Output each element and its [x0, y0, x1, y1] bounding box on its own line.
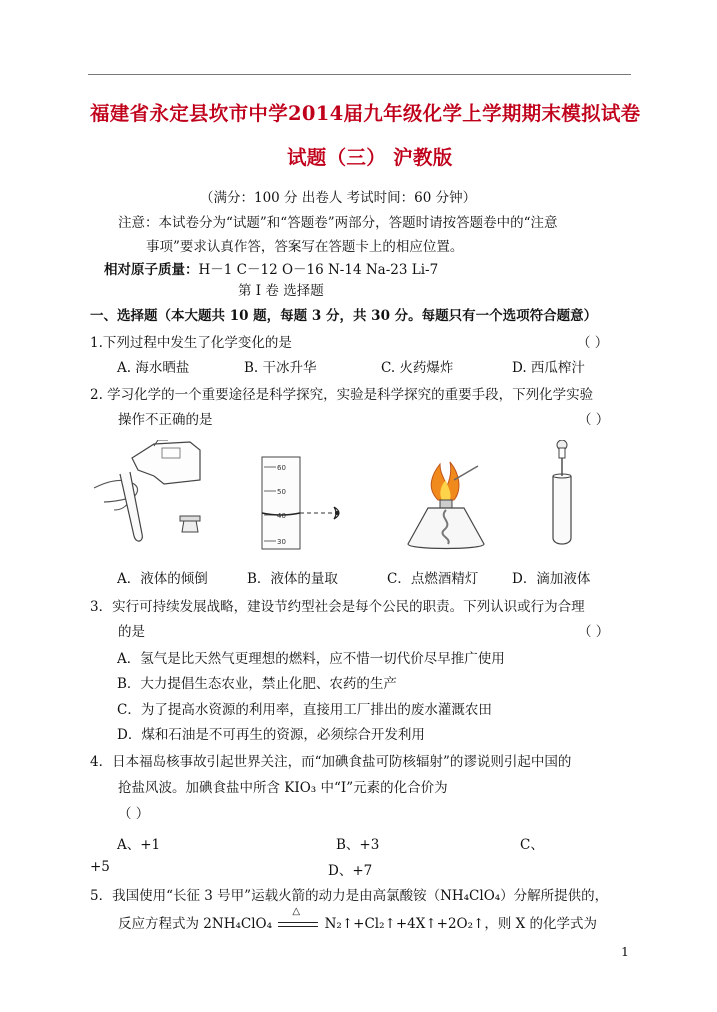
q1-option-b: B. 干冰升华: [244, 360, 317, 376]
atomic-mass-line: [104, 258, 438, 278]
reaction-arrow: [278, 905, 318, 932]
page-title-line1: 福建省永定县坎市中学2014届九年级化学上学期期末模拟试卷: [90, 102, 641, 125]
section-heading: 一、选择题（本大题共 10 题，每题 3 分，共 30 分。每题只有一个选项符合题意）: [90, 308, 598, 324]
volume-label: 第 I 卷 选择题: [238, 283, 324, 299]
q1-stem: 1.下列过程中发生了化学变化的是: [90, 335, 292, 351]
q4-option-b: B、+3: [336, 837, 380, 853]
q4-option-c: C、: [520, 837, 544, 853]
cylinder-tick-60: 60: [277, 464, 286, 472]
q1-option-a: A. 海水晒盐: [117, 360, 190, 376]
q4-option-d: D、+7: [328, 863, 373, 879]
dropper-tube-illustration: [535, 440, 605, 550]
cylinder-tick-50: 50: [277, 488, 286, 496]
atomic-mass-label: 相对原子质量：: [104, 262, 199, 278]
page-title-line2: 试题（三） 沪教版: [287, 146, 453, 169]
q4-stem-line2: 抢盐风波。加碘食盐中所含 KIO₃ 中“I”元素的化合价为: [118, 780, 448, 796]
page-number: 1: [621, 944, 629, 959]
q2-bracket: （ ）: [578, 412, 610, 428]
pouring-liquid-illustration: [92, 440, 222, 552]
score-line: （满分：100 分 出卷人 考试时间：60 分钟）: [200, 190, 477, 206]
q1-option-d: D. 西瓜榨汁: [512, 360, 585, 376]
q3-stem-line2: 的是: [118, 624, 145, 640]
q3-bracket: （ ）: [578, 624, 610, 640]
q5-equation-products: N₂↑+Cl₂↑+4X↑+2O₂↑，则 X 的化学式为: [324, 916, 598, 932]
q3-option-b: B．大力提倡生态农业，禁止化肥、农药的生产: [117, 676, 397, 692]
measuring-cylinder-illustration: [248, 455, 358, 550]
q1-bracket: （ ）: [577, 335, 609, 351]
q2-option-d: D．滴加液体: [512, 571, 591, 587]
q2-option-a: A．液体的倾倒: [117, 571, 208, 587]
alcohol-lamp-illustration: [398, 452, 498, 552]
q4-stem-line1: 4．日本福岛核事故引起世界关注，而“加碘食盐可防核辐射”的谬说则引起中国的: [90, 754, 572, 770]
q2-stem-line1: 2. 学习化学的一个重要途径是科学探究，实验是科学探究的重要手段，下列化学实验: [90, 387, 594, 403]
q1-option-c: C. 火药爆炸: [381, 360, 454, 376]
q3-stem-line1: 3．实行可持续发展战略，建设节约型社会是每个公民的职责。下列认识或行为合理: [90, 599, 585, 615]
q5-equation: [118, 905, 598, 932]
q2-stem-line2: 操作不正确的是: [118, 412, 213, 428]
q4-option-c-value: +5: [90, 859, 110, 875]
q2-option-c: C．点燃酒精灯: [387, 571, 479, 587]
q5-equation-prefix: 反应方程式为 2NH₄ClO₄: [118, 916, 273, 932]
q4-bracket: （ ）: [118, 806, 150, 822]
q4-option-a: A、+1: [117, 837, 161, 853]
cylinder-tick-30: 30: [277, 538, 286, 546]
atomic-mass-values: H－1 C－12 O－16 N-14 Na-23 Li-7: [198, 262, 439, 278]
q3-option-a: A．氢气是比天然气更理想的燃料，应不惜一切代价尽早推广使用: [117, 651, 505, 667]
note-line1: 注意：本试卷分为“试题”和“答题卷”两部分，答题时请按答题卷中的“注意: [118, 215, 558, 231]
cylinder-tick-40: 40: [277, 512, 286, 520]
heat-symbol: △: [292, 905, 301, 917]
q3-option-c: C．为了提高水资源的利用率，直接用工厂排出的废水灌溉农田: [117, 702, 492, 718]
header-rule: [88, 74, 631, 75]
q5-stem-line1: 5．我国使用“长征 3 号甲”运载火箭的动力是由高氯酸铵（NH₄ClO₄）分解所提供的，: [90, 888, 609, 904]
note-line2: 事项”要求认真作答，答案写在答题卡上的相应位置。: [146, 239, 464, 255]
q2-option-b: B．液体的量取: [247, 571, 338, 587]
q3-option-d: D．煤和石油是不可再生的资源，必须综合开发利用: [117, 727, 425, 743]
